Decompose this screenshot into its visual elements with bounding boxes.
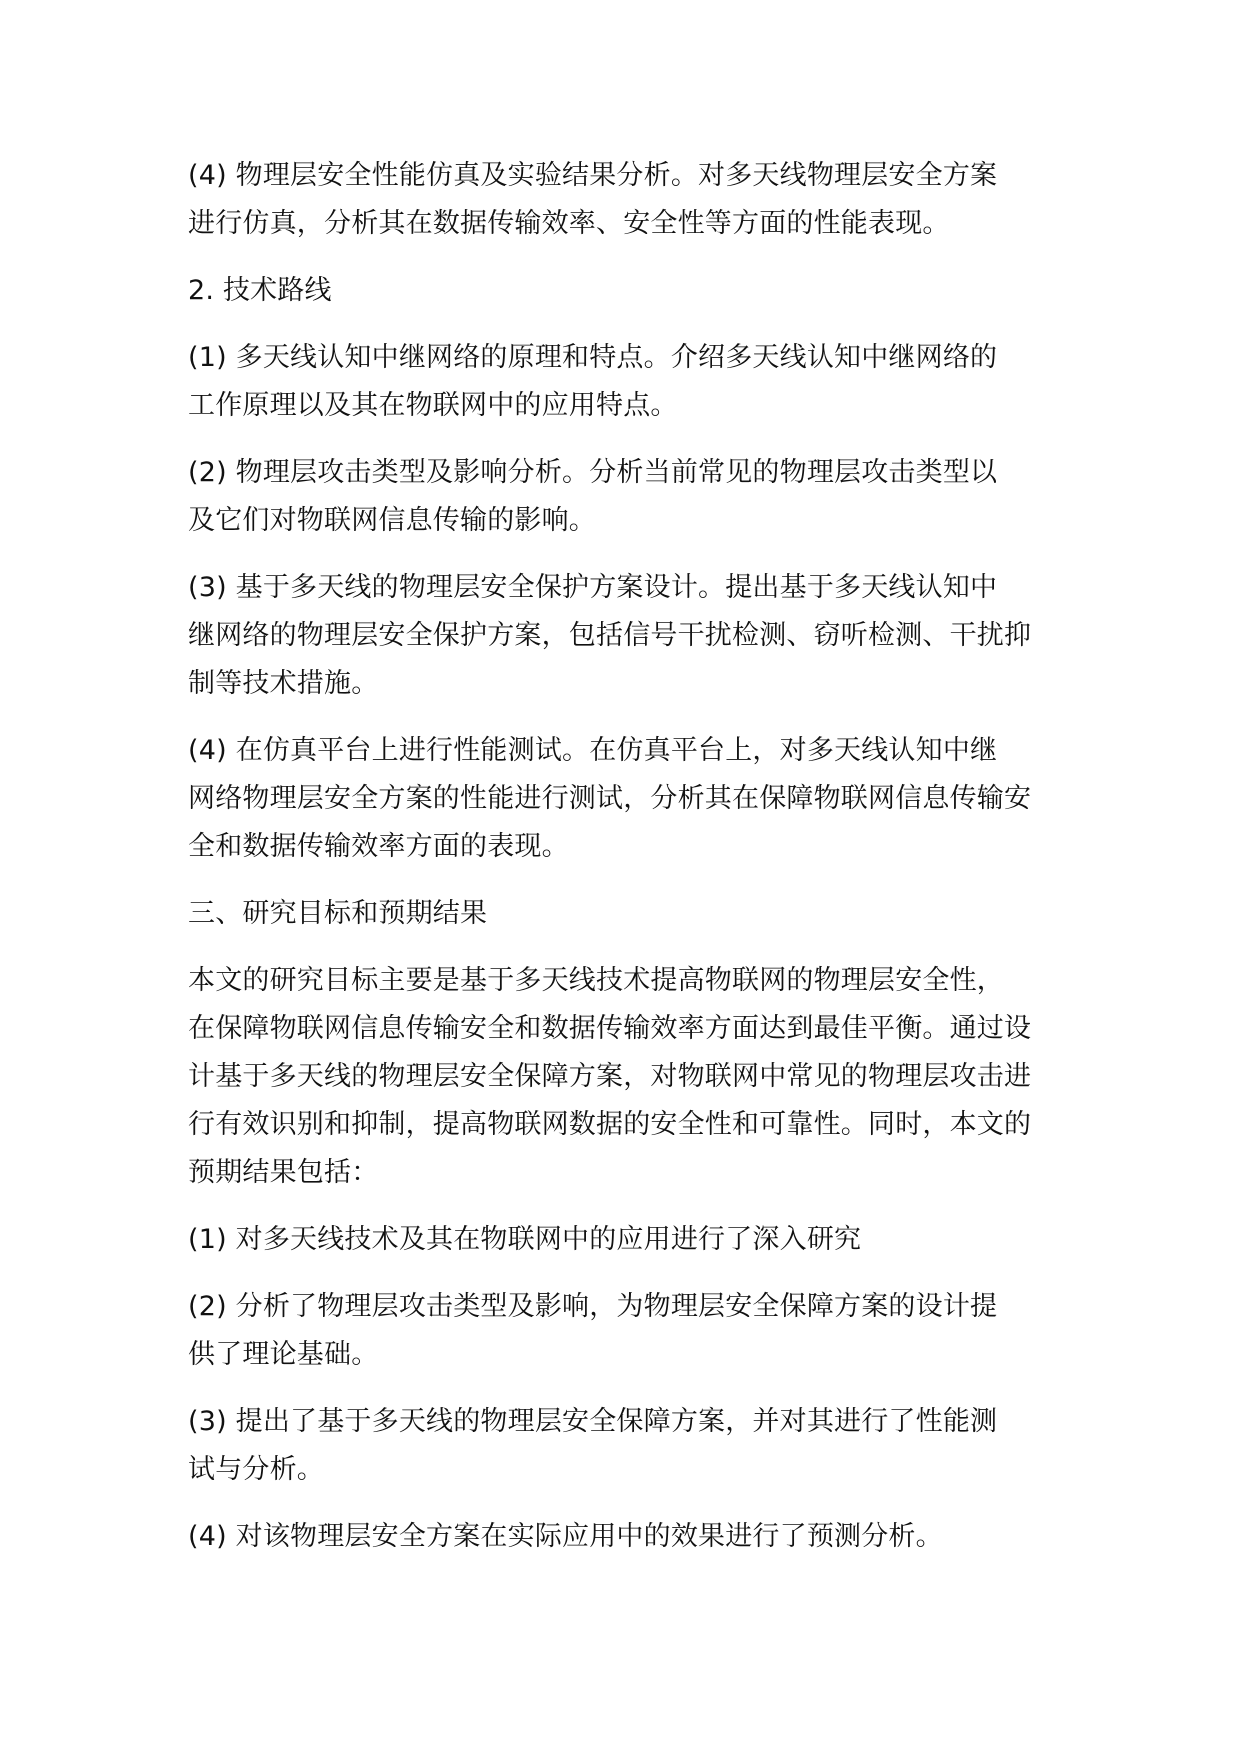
- paragraph-route-1: [188, 334, 1078, 430]
- text-line: (1) 多天线认知中继网络的原理和特点。介绍多天线认知中继网络的: [188, 342, 998, 373]
- text-line: 三、研究目标和预期结果: [188, 898, 488, 929]
- text-line: 2. 技术路线: [188, 275, 332, 306]
- text-line: 及它们对物联网信息传输的影响。: [188, 505, 596, 536]
- text-line: 继网络的物理层安全保护方案，包括信号干扰检测、窃听检测、干扰抑: [188, 620, 1032, 651]
- text-line: (3) 提出了基于多天线的物理层安全保障方案，并对其进行了性能测: [188, 1406, 998, 1437]
- text-line: (4) 在仿真平台上进行性能测试。在仿真平台上，对多天线认知中继: [188, 735, 998, 766]
- paragraph-result-4: [188, 1513, 1078, 1561]
- paragraph-result-2: [188, 1283, 1078, 1379]
- paragraph-route-2: [188, 449, 1078, 545]
- text-line: (4) 对该物理层安全方案在实际应用中的效果进行了预测分析。: [188, 1521, 943, 1552]
- text-line: 全和数据传输效率方面的表现。: [188, 831, 569, 862]
- text-line: 制等技术措施。: [188, 668, 379, 699]
- section-heading-technical-route: [188, 267, 1078, 315]
- section-heading-goals: [188, 890, 1078, 938]
- text-line: 试与分析。: [188, 1454, 324, 1485]
- paragraph-route-4: [188, 727, 1078, 871]
- text-line: (2) 物理层攻击类型及影响分析。分析当前常见的物理层攻击类型以: [188, 457, 998, 488]
- text-line: (3) 基于多天线的物理层安全保护方案设计。提出基于多天线认知中: [188, 572, 998, 603]
- text-line: (1) 对多天线技术及其在物联网中的应用进行了深入研究: [188, 1224, 862, 1255]
- text-line: 网络物理层安全方案的性能进行测试，分析其在保障物联网信息传输安: [188, 783, 1032, 814]
- paragraph-research-goal: [188, 957, 1078, 1197]
- text-line: (2) 分析了物理层攻击类型及影响，为物理层安全保障方案的设计提: [188, 1291, 998, 1322]
- paragraph-route-3: [188, 564, 1078, 708]
- text-line: (4) 物理层安全性能仿真及实验结果分析。对多天线物理层安全方案: [188, 160, 998, 191]
- paragraph-simulation-analysis: [188, 152, 1078, 248]
- paragraph-result-1: [188, 1216, 1078, 1264]
- document-body: [188, 152, 1078, 1580]
- paragraph-result-3: [188, 1398, 1078, 1494]
- text-line: 计基于多天线的物理层安全保障方案，对物联网中常见的物理层攻击进: [188, 1061, 1032, 1092]
- text-line: 工作原理以及其在物联网中的应用特点。: [188, 390, 678, 421]
- text-line: 本文的研究目标主要是基于多天线技术提高物联网的物理层安全性，: [188, 965, 1004, 996]
- text-line: 供了理论基础。: [188, 1339, 379, 1370]
- text-line: 进行仿真，分析其在数据传输效率、安全性等方面的性能表现。: [188, 208, 950, 239]
- text-line: 在保障物联网信息传输安全和数据传输效率方面达到最佳平衡。通过设: [188, 1013, 1032, 1044]
- text-line: 行有效识别和抑制，提高物联网数据的安全性和可靠性。同时，本文的: [188, 1109, 1032, 1140]
- text-line: 预期结果包括：: [188, 1157, 379, 1188]
